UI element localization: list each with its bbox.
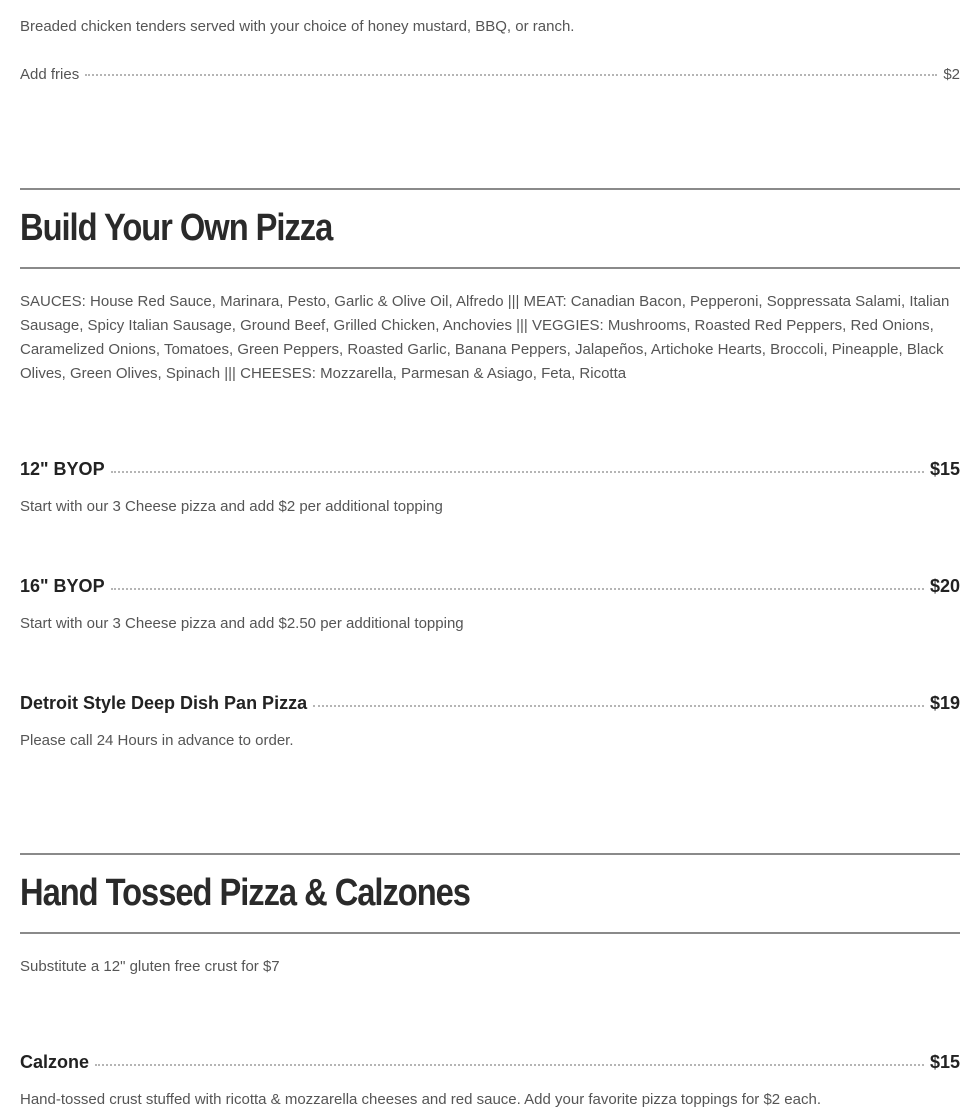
section-divider xyxy=(20,932,960,934)
chicken-tenders-description: Breaded chicken tenders served with your choice of honey mustard, BBQ, or ranch. xyxy=(20,18,575,35)
item-name: Calzone xyxy=(20,1052,90,1072)
addon-price: $2 xyxy=(943,66,960,83)
section-title-byop: Build Your Own Pizza xyxy=(20,207,333,249)
item-name: 12" BYOP xyxy=(20,459,105,479)
addon-name: Add fries xyxy=(20,66,80,83)
dot-leader xyxy=(111,471,924,473)
item-description: Hand-tossed crust stuffed with ricotta & mozzarella cheeses and red sauce. Add your favorite pizza toppings for $2 each. xyxy=(20,1091,821,1108)
menu-item-16-byop xyxy=(20,576,960,597)
toppings-list: SAUCES: House Red Sauce, Marinara, Pesto, Garlic & Olive Oil, Alfredo ||| MEAT: Canadian Bacon, Pepperoni, Soppressata Salami, Italian Sausage, Spicy Italian Sausage, Ground Beef, Grilled Chicken, Anchovies ||| VEGGIES: Mushrooms, Roasted Red Peppers, Red Onions, Caramelized Onions, Tomatoes, Green Peppers, Roasted Garlic, Banana Peppers, Jalapeños, Artichoke Hearts, Broccoli, Pineapple, Black Olives, Green Olives, Spinach ||| CHEESES: Mozzarella, Parmesan & Asiago, Feta, Ricotta xyxy=(20,293,950,382)
section-divider xyxy=(20,267,960,269)
gluten-free-note: Substitute a 12" gluten free crust for $7 xyxy=(20,958,280,975)
item-price: $19 xyxy=(929,693,960,713)
item-description: Start with our 3 Cheese pizza and add $2.50 per additional topping xyxy=(20,615,464,632)
item-description: Please call 24 Hours in advance to order. xyxy=(20,732,294,749)
item-name: Detroit Style Deep Dish Pan Pizza xyxy=(20,693,308,713)
item-price: $15 xyxy=(929,459,960,479)
section-title-hand-tossed: Hand Tossed Pizza & Calzones xyxy=(20,872,470,914)
section-divider xyxy=(20,188,960,190)
dot-leader xyxy=(111,588,924,590)
dot-leader xyxy=(95,1064,924,1066)
section-divider xyxy=(20,853,960,855)
menu-item-detroit-style xyxy=(20,693,960,714)
item-price: $20 xyxy=(929,576,960,596)
item-description: Start with our 3 Cheese pizza and add $2 per additional topping xyxy=(20,498,443,515)
add-fries-row xyxy=(20,66,960,83)
menu-item-calzone xyxy=(20,1052,960,1073)
menu-item-12-byop xyxy=(20,459,960,480)
dot-leader xyxy=(85,74,937,76)
item-price: $15 xyxy=(929,1052,960,1072)
dot-leader xyxy=(313,705,924,707)
item-name: 16" BYOP xyxy=(20,576,105,596)
